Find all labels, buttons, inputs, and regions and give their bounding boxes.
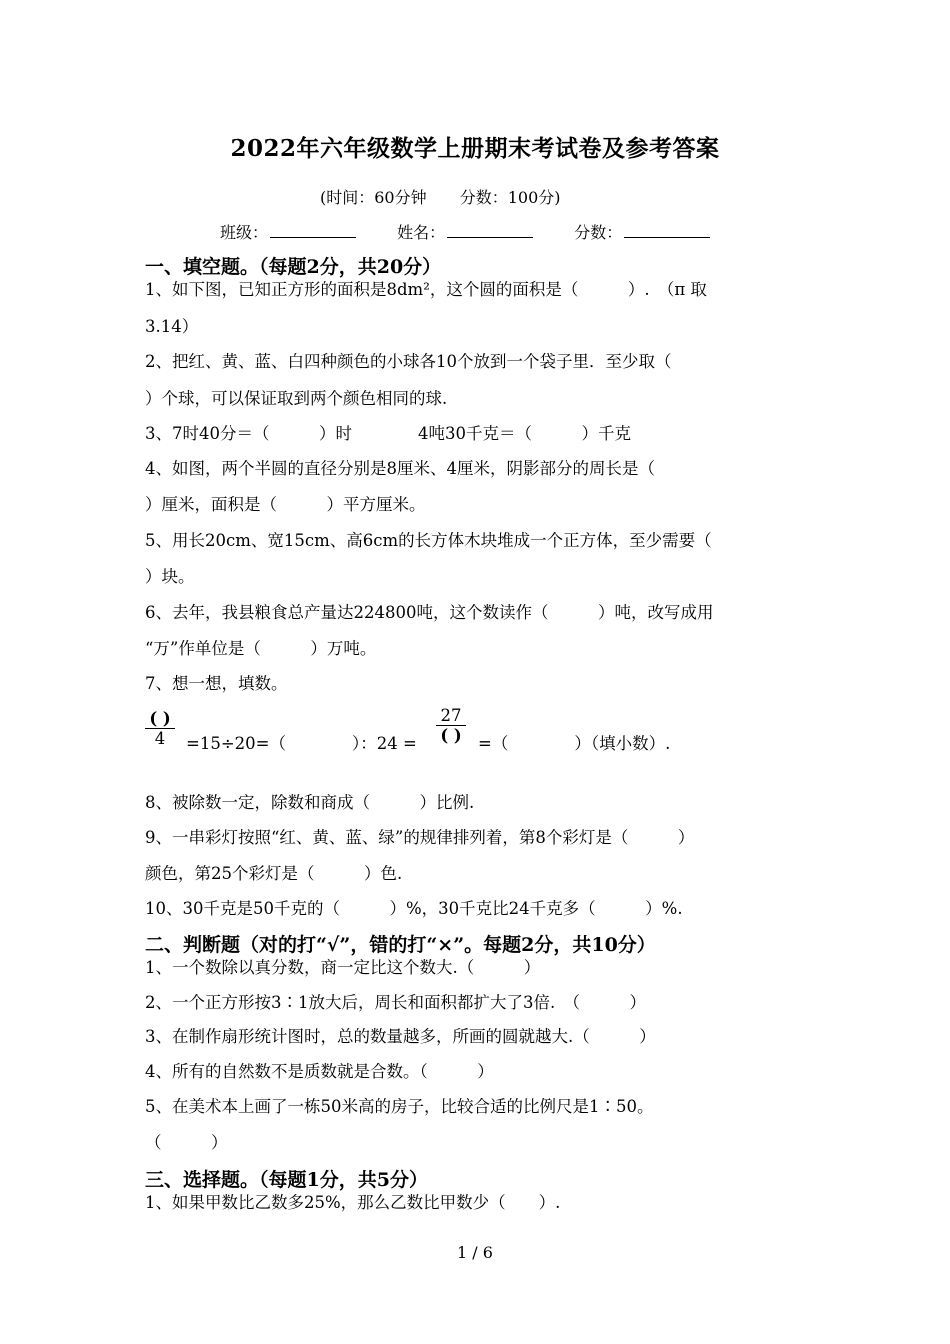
student-info: [220, 220, 746, 243]
exam-total-score: 分数：100分): [459, 188, 561, 207]
name-blank[interactable]: [447, 223, 533, 238]
question-line: 6、去年，我县粮食总产量达224800吨，这个数读作（ ）吨，改写成用: [145, 603, 714, 622]
score-label: 分数：: [574, 223, 623, 242]
question-line: 颜色，第25个彩灯是（ ）色.: [145, 864, 403, 883]
exam-meta: [320, 185, 589, 208]
question-line: 1、一个数除以真分数，商一定比这个数大.（ ）: [145, 958, 541, 977]
question-line: =（ ）（填小数）.: [478, 734, 671, 753]
question-line: 3、7时40分＝（ ）时 4吨30千克＝（ ）千克: [145, 424, 631, 443]
class-blank[interactable]: [270, 223, 356, 238]
question-line: 2、一个正方形按3∶1放大后，周长和面积都扩大了3倍. （ ）: [145, 993, 646, 1012]
section-true-false: 二、判断题（对的打“√”，错的打“×”。每题2分，共10分）: [145, 934, 656, 956]
fraction-1-denominator: 4: [154, 729, 166, 748]
question-line: 1、如下图，已知正方形的面积是8dm²，这个圆的面积是（ ）. （π 取: [145, 280, 707, 299]
section-multiple-choice: 三、选择题。（每题1分，共5分）: [145, 1169, 428, 1191]
question-line: ）厘米，面积是（ ）平方厘米。: [145, 495, 426, 514]
question-line: （ ）: [145, 1133, 228, 1152]
page-title: 2022年六年级数学上册期末考试卷及参考答案: [230, 135, 720, 162]
question-line: 1、如果甲数比乙数多25%，那么乙数比甲数少（ ）.: [145, 1193, 561, 1212]
question-line: ）块。: [145, 567, 195, 586]
question-line: 10、30千克是50千克的（ ）%，30千克比24千克多（ ）%.: [145, 899, 683, 918]
question-line: 3.14）: [145, 317, 199, 336]
fraction-2-denominator[interactable]: ( ): [440, 726, 462, 745]
question-line: 5、用长20cm、宽15cm、高6cm的长方体木块堆成一个正方体，至少需要（: [145, 531, 712, 550]
page-number: 1 / 6: [457, 1243, 493, 1262]
question-line: =15÷20=（ ）：24 =: [186, 734, 417, 753]
question-line: 9、一串彩灯按照“红、黄、蓝、绿”的规律排列着，第8个彩灯是（ ）: [145, 828, 695, 847]
score-blank[interactable]: [624, 223, 710, 238]
question-line: 5、在美术本上画了一栋50米高的房子，比较合适的比例尺是1∶50。: [145, 1097, 654, 1116]
section-fill-blank: 一、填空题。（每题2分，共20分）: [145, 256, 442, 278]
question-line: 3、在制作扇形统计图时，总的数量越多，所画的圆就越大.（ ）: [145, 1027, 656, 1046]
question-line: 4、如图，两个半圆的直径分别是8厘米、4厘米，阴影部分的周长是（: [145, 459, 655, 478]
exam-time: (时间：60分钟: [320, 188, 427, 207]
fraction-1: [145, 709, 175, 748]
fraction-1-numerator[interactable]: ( ): [149, 709, 171, 728]
question-line: 7、想一想，填数。: [145, 674, 288, 693]
question-line: ）个球，可以保证取到两个颜色相同的球.: [145, 389, 448, 408]
fraction-2-numerator: 27: [440, 706, 462, 725]
question-line: 8、被除数一定，除数和商成（ ）比例.: [145, 793, 475, 812]
question-line: 2、把红、黄、蓝、白四种颜色的小球各10个放到一个袋子里．至少取（: [145, 352, 672, 371]
class-label: 班级：: [220, 223, 269, 242]
question-line: 4、所有的自然数不是质数就是合数。（ ）: [145, 1062, 494, 1081]
fraction-2: [436, 706, 466, 745]
name-label: 姓名：: [397, 223, 446, 242]
question-line: “万”作单位是（ ）万吨。: [145, 639, 377, 658]
